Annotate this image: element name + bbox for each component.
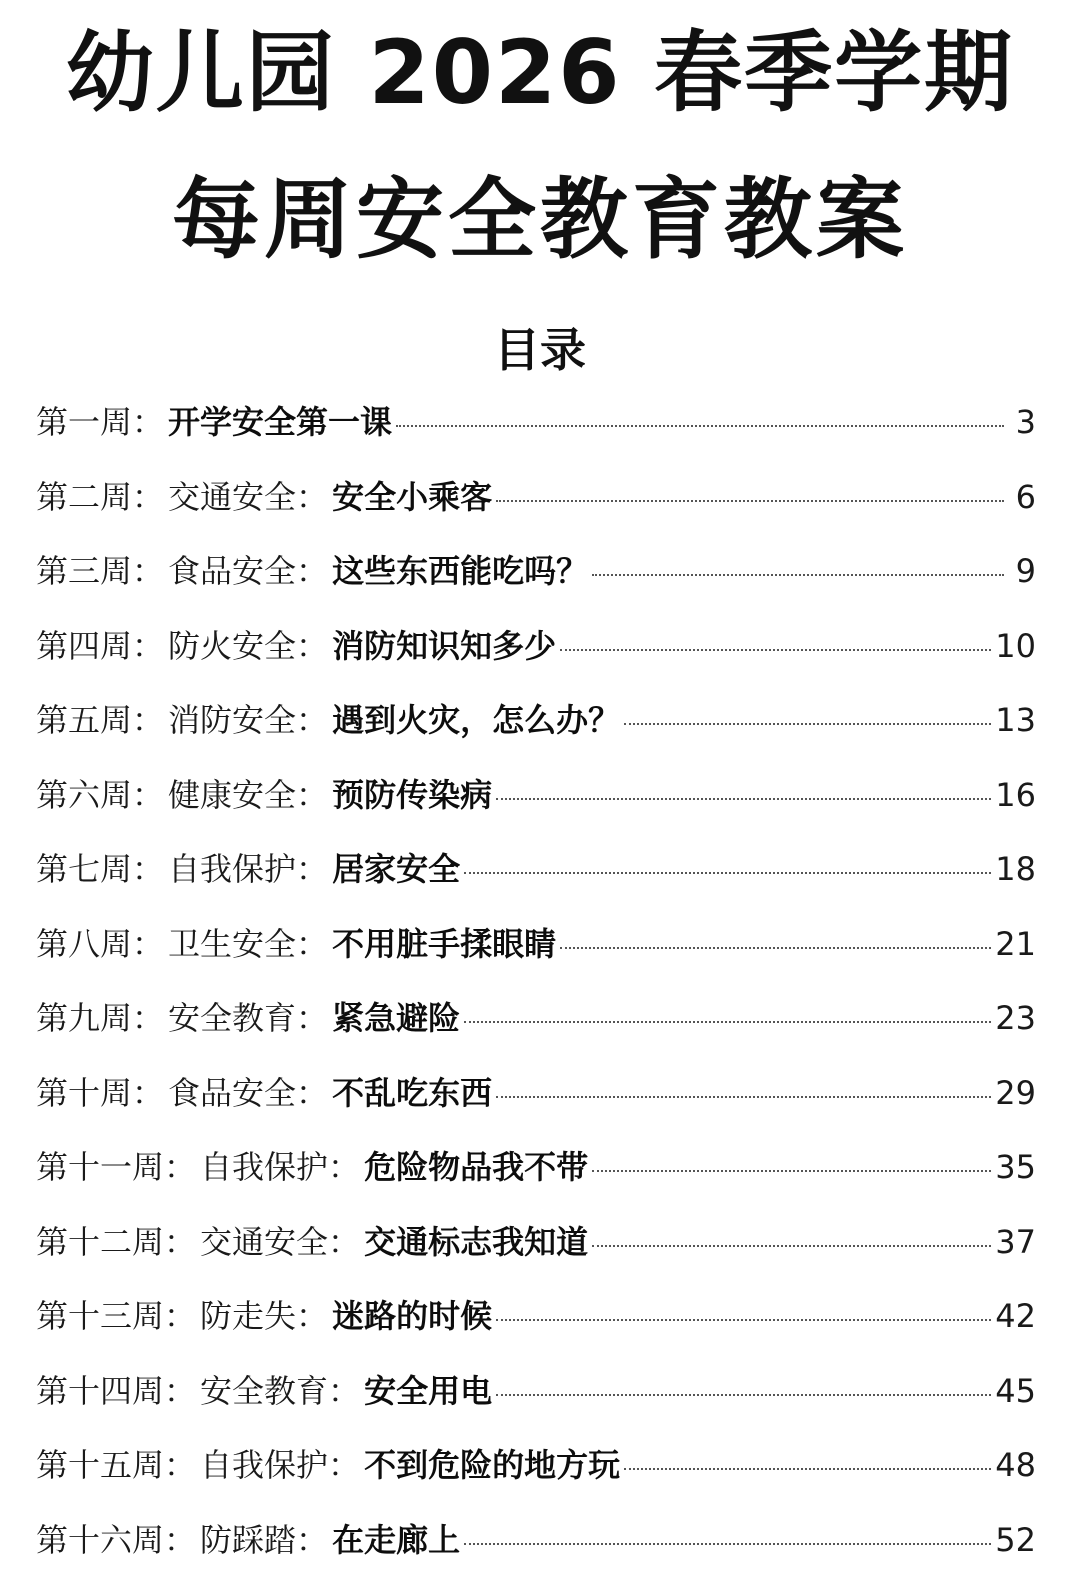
toc-page-number: 21: [995, 924, 1036, 963]
toc-page-number: 3: [1015, 403, 1036, 441]
toc-category: 防火安全: [168, 626, 297, 665]
toc-week-label: 第十周: [36, 1073, 133, 1112]
toc-category: 食品安全: [168, 1073, 297, 1112]
toc-week-label: 第十四周: [36, 1371, 165, 1410]
toc-separator: ：: [164, 1371, 197, 1410]
toc-week-label: 第二周: [36, 477, 133, 516]
toc-separator: ：: [296, 924, 329, 963]
toc-dot-leader: [396, 425, 1004, 427]
toc-entry[interactable]: [36, 992, 1036, 1067]
toc-week-label: 第八周: [36, 924, 133, 963]
toc-heading: 目录: [494, 323, 586, 377]
toc-category: 卫生安全: [168, 924, 297, 963]
document-title: 幼儿园 2026 春季学期: [65, 21, 1015, 124]
toc-dot-leader: [624, 1468, 991, 1470]
toc-category: 消防安全: [168, 701, 297, 739]
toc-page-number: 16: [995, 775, 1036, 814]
toc-dot-leader: [496, 1319, 991, 1321]
toc-week-label: 第一周: [36, 403, 133, 441]
toc-category: 交通安全: [200, 1222, 329, 1261]
toc-category: 防走失: [200, 1297, 297, 1335]
toc-week-label: 第五周: [36, 701, 133, 739]
toc-dot-leader: [496, 1096, 991, 1098]
toc-title: 不乱吃东西: [332, 1073, 493, 1112]
toc-week-label: 第九周: [36, 999, 133, 1037]
toc-entry[interactable]: [36, 620, 1036, 695]
toc-category: 交通安全: [168, 477, 297, 516]
toc-page-number: 10: [995, 626, 1036, 665]
toc-title: 在走廊上: [332, 1520, 461, 1559]
toc-separator: ：: [328, 1222, 361, 1261]
toc-dot-leader: [592, 1170, 991, 1172]
toc-page-number: 52: [995, 1520, 1036, 1559]
toc-separator: ：: [164, 1148, 197, 1186]
toc-title: 这些东西能吃吗？: [332, 552, 589, 590]
toc-title: 不到危险的地方玩: [364, 1446, 621, 1484]
toc-entry[interactable]: [36, 1514, 1036, 1589]
toc-separator: ：: [132, 626, 165, 665]
toc-entry[interactable]: [36, 1141, 1036, 1216]
toc-entry[interactable]: [36, 1216, 1036, 1291]
toc-separator: ：: [296, 552, 329, 590]
toc-week-label: 第十五周: [36, 1446, 165, 1484]
toc-separator: ：: [132, 477, 165, 516]
toc-separator: ：: [296, 1520, 329, 1559]
toc-title: 不用脏手揉眼睛: [332, 924, 557, 963]
toc-week-label: 第十二周: [36, 1222, 165, 1261]
toc-dot-leader: [560, 947, 991, 949]
toc-entry[interactable]: [36, 1067, 1036, 1142]
toc-dot-leader: [592, 574, 1004, 576]
toc-separator: ：: [132, 1073, 165, 1112]
toc-entry[interactable]: [36, 545, 1036, 620]
toc-category: 自我保护: [200, 1148, 329, 1186]
toc-entry[interactable]: [36, 694, 1036, 769]
toc-entry[interactable]: [36, 471, 1036, 546]
toc-entry[interactable]: [36, 1439, 1036, 1514]
toc-dot-leader: [496, 500, 1004, 502]
toc-entry[interactable]: [36, 918, 1036, 993]
toc-separator: ：: [296, 701, 329, 739]
toc-separator: ：: [132, 775, 165, 814]
toc-entry[interactable]: [36, 1365, 1036, 1440]
toc-separator: ：: [164, 1222, 197, 1261]
toc-dot-leader: [496, 1394, 991, 1396]
toc-separator: ：: [164, 1297, 197, 1335]
toc-page-number: 45: [995, 1371, 1036, 1410]
toc-dot-leader: [464, 1021, 991, 1023]
toc-title: 迷路的时候: [332, 1297, 493, 1335]
toc-title: 消防知识知多少: [332, 626, 557, 665]
toc-separator: ：: [328, 1148, 361, 1186]
toc-category: 食品安全: [168, 552, 297, 590]
toc-separator: ：: [328, 1446, 361, 1484]
toc-week-label: 第十六周: [36, 1520, 165, 1559]
toc-dot-leader: [464, 1543, 991, 1545]
toc-dot-leader: [560, 649, 991, 651]
table-of-contents: [36, 396, 1036, 1588]
toc-separator: ：: [164, 1446, 197, 1484]
toc-page-number: 35: [995, 1148, 1036, 1186]
toc-dot-leader: [624, 723, 991, 725]
toc-separator: ：: [132, 701, 165, 739]
toc-title: 遇到火灾，怎么办？: [332, 701, 621, 739]
toc-page-number: 37: [995, 1222, 1036, 1261]
toc-category: 自我保护: [200, 1446, 329, 1484]
toc-separator: ：: [132, 924, 165, 963]
toc-week-label: 第十三周: [36, 1297, 165, 1335]
toc-title: 预防传染病: [332, 775, 493, 814]
toc-entry[interactable]: [36, 1290, 1036, 1365]
toc-entry[interactable]: [36, 769, 1036, 844]
toc-title: 危险物品我不带: [364, 1148, 589, 1186]
toc-separator: ：: [296, 626, 329, 665]
toc-separator: ：: [328, 1371, 361, 1410]
toc-title: 居家安全: [332, 850, 461, 888]
toc-page-number: 13: [995, 701, 1036, 739]
toc-title: 交通标志我知道: [364, 1222, 589, 1261]
toc-separator: ：: [296, 850, 329, 888]
toc-week-label: 第十一周: [36, 1148, 165, 1186]
toc-dot-leader: [592, 1245, 991, 1247]
toc-separator: ：: [132, 552, 165, 590]
toc-page-number: 42: [995, 1297, 1036, 1335]
toc-week-label: 第四周: [36, 626, 133, 665]
toc-week-label: 第六周: [36, 775, 133, 814]
toc-separator: ：: [296, 775, 329, 814]
toc-page-number: 29: [995, 1073, 1036, 1112]
toc-separator: ：: [164, 1520, 197, 1559]
toc-category: 安全教育: [168, 999, 297, 1037]
toc-entry[interactable]: [36, 396, 1036, 471]
document-subtitle: 每周安全教育教案: [171, 168, 908, 271]
toc-title: 开学安全第一课: [168, 403, 393, 441]
toc-title: 紧急避险: [332, 999, 461, 1037]
toc-separator: ：: [296, 1297, 329, 1335]
toc-page-number: 9: [1015, 552, 1036, 590]
toc-separator: ：: [132, 403, 165, 441]
toc-category: 健康安全: [168, 775, 297, 814]
toc-page-number: 48: [995, 1446, 1036, 1484]
toc-title: 安全小乘客: [332, 477, 493, 516]
toc-page-number: 23: [995, 999, 1036, 1037]
toc-week-label: 第三周: [36, 552, 133, 590]
toc-week-label: 第七周: [36, 850, 133, 888]
toc-category: 自我保护: [168, 850, 297, 888]
toc-separator: ：: [132, 850, 165, 888]
toc-title: 安全用电: [364, 1371, 493, 1410]
toc-entry[interactable]: [36, 843, 1036, 918]
toc-separator: ：: [296, 1073, 329, 1112]
toc-page-number: 18: [995, 850, 1036, 888]
toc-separator: ：: [296, 999, 329, 1037]
toc-category: 安全教育: [200, 1371, 329, 1410]
toc-category: 防踩踏: [200, 1520, 297, 1559]
toc-separator: ：: [132, 999, 165, 1037]
toc-dot-leader: [464, 872, 991, 874]
toc-page-number: 6: [1015, 477, 1036, 516]
toc-separator: ：: [296, 477, 329, 516]
toc-dot-leader: [496, 798, 991, 800]
